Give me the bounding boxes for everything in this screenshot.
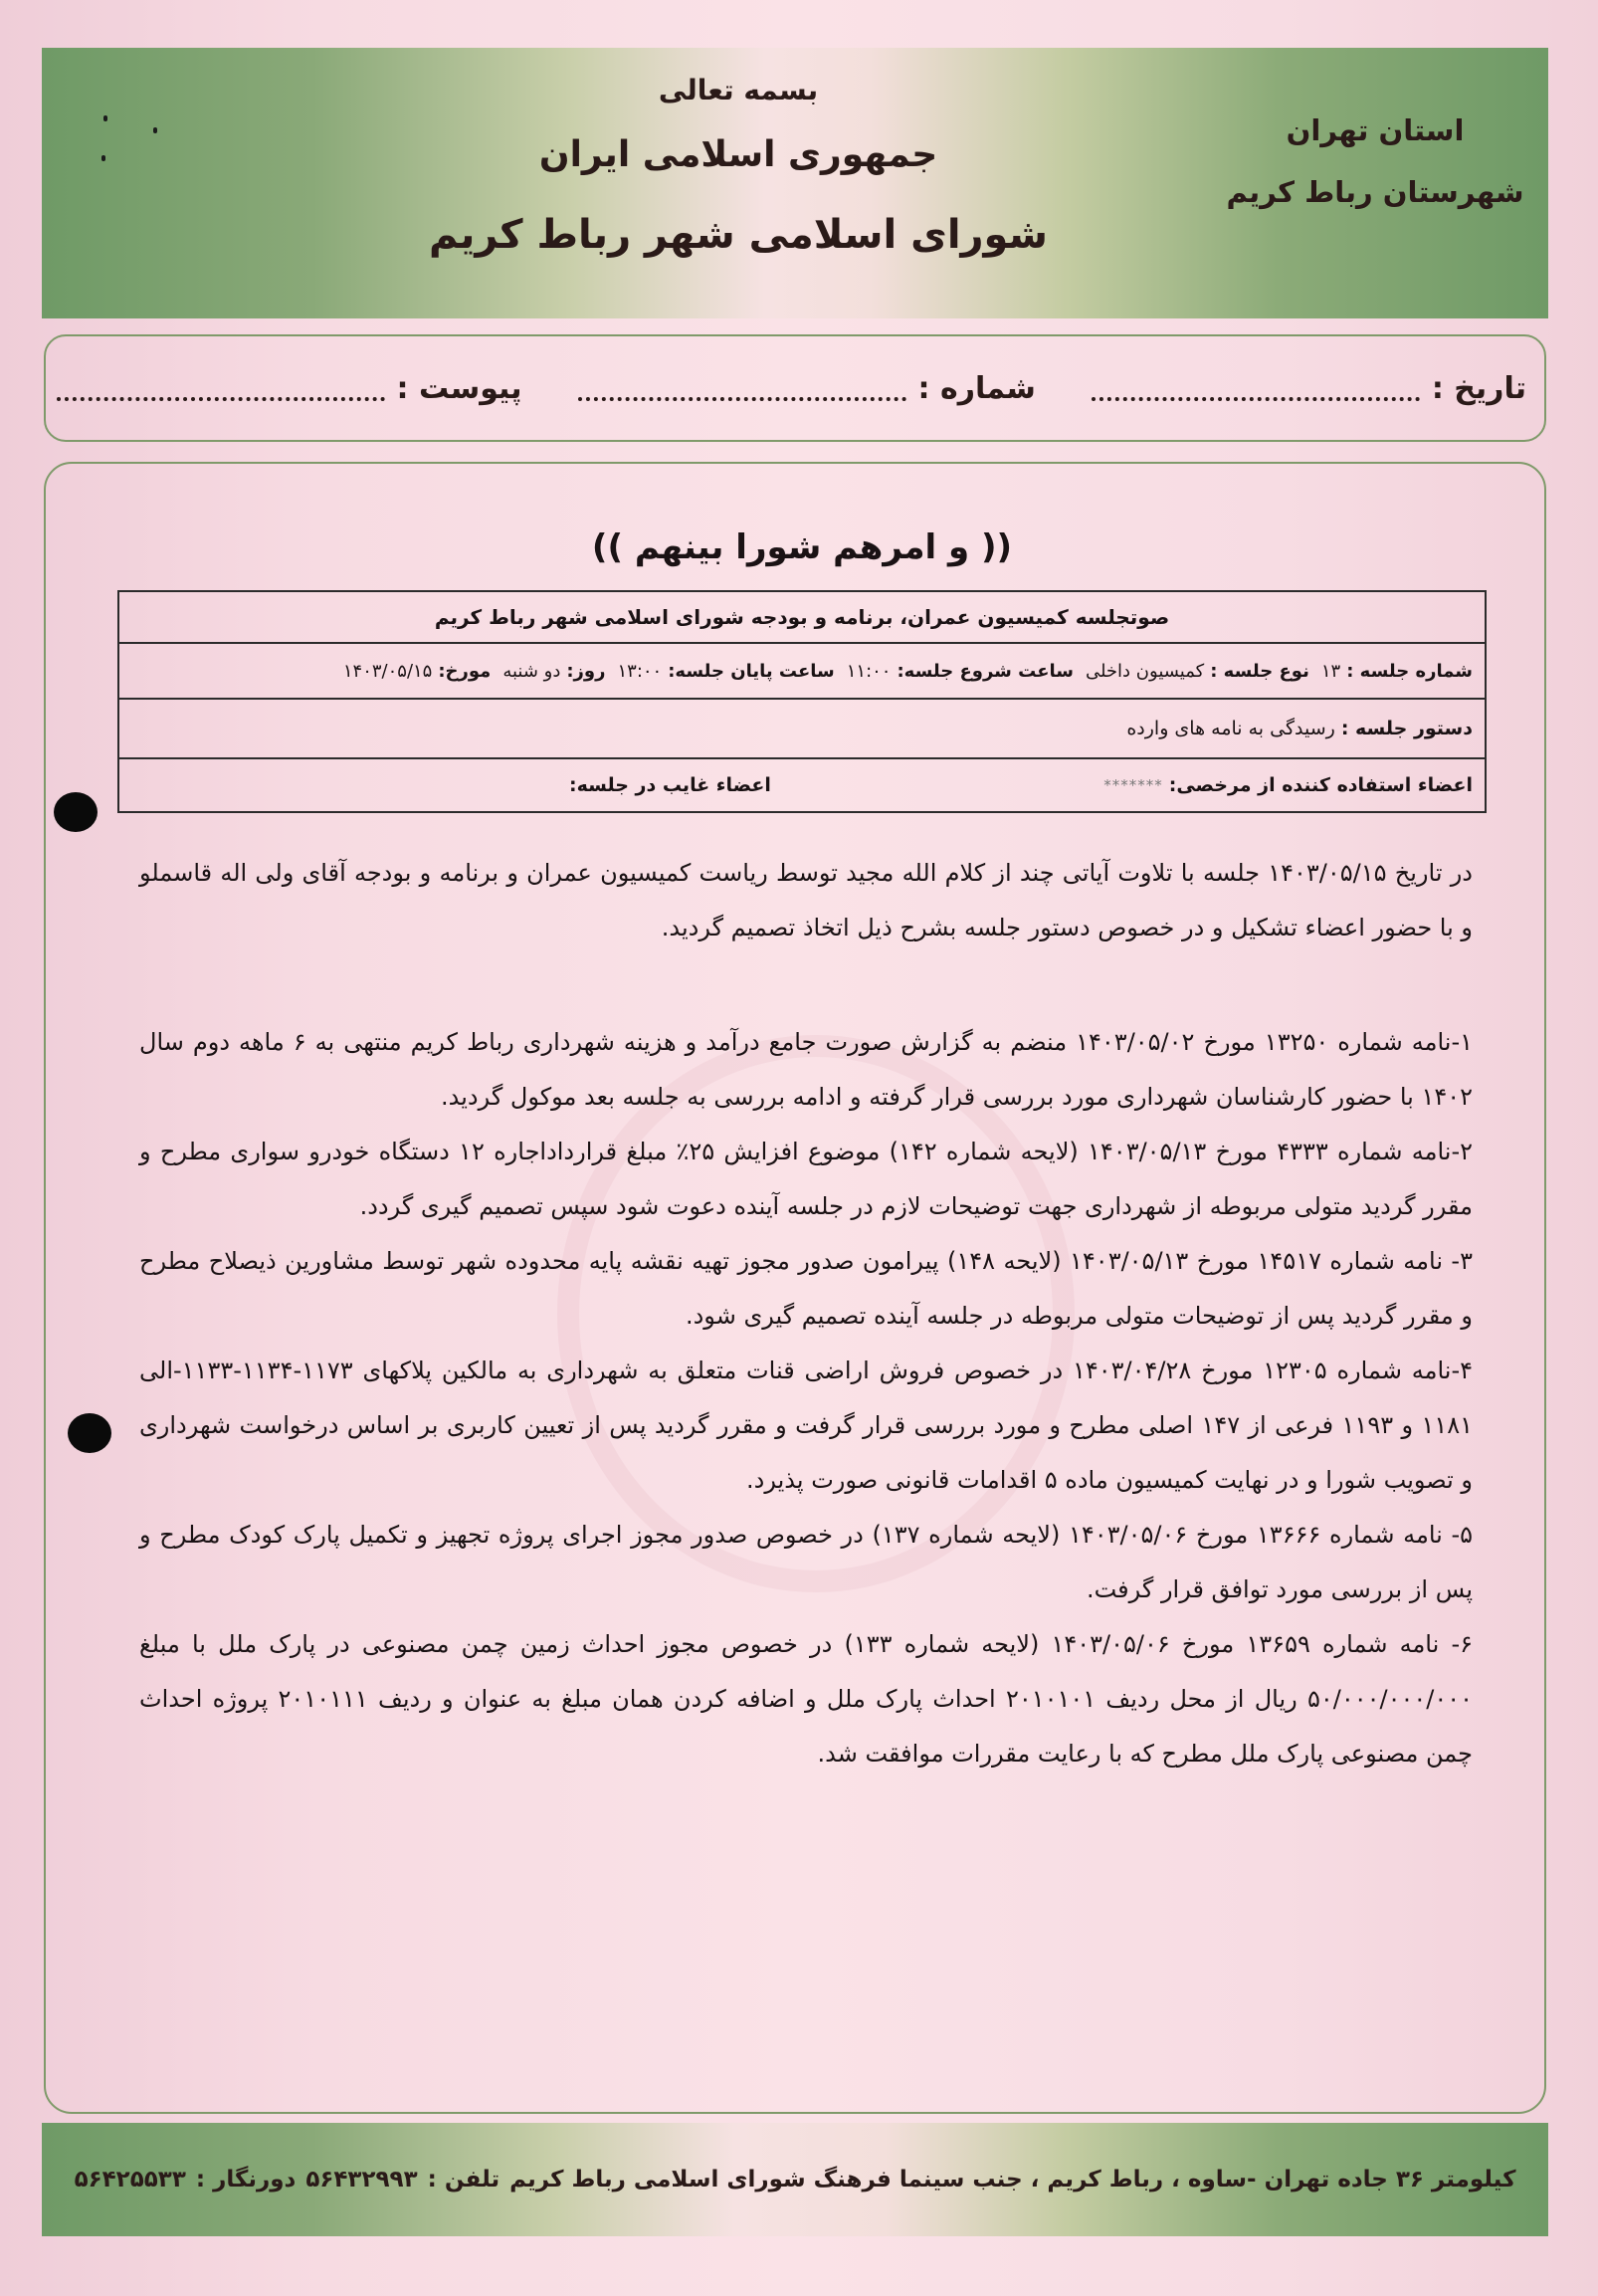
- province-block: [1226, 100, 1524, 223]
- agenda-label: دستور جلسه :: [1340, 718, 1473, 739]
- decision-list: [139, 1015, 1473, 1781]
- province-name: استان تهران: [1286, 113, 1465, 147]
- agenda-value: رسیدگی به نامه های وارده: [1126, 718, 1335, 739]
- punch-hole: [68, 1413, 111, 1453]
- number-field: [578, 371, 1036, 406]
- letterhead-band: [42, 48, 1548, 318]
- absent-members-label: اعضاء غایب در جلسه:: [569, 774, 771, 796]
- footer-address: کیلومتر ۳۶ جاده تهران -ساوه ، رباط کریم ، جنب سینما فرهنگ شورای اسلامی رباط کریم: [509, 2167, 1516, 2192]
- start-time-value: ۱۱:۰۰: [846, 660, 892, 682]
- number-label: شماره :: [917, 370, 1036, 406]
- phone-label: تلفن :: [427, 2167, 500, 2192]
- session-number-value: ۱۳: [1320, 660, 1341, 682]
- end-time-label: ساعت پایان جلسه:: [668, 660, 835, 682]
- end-time-value: ۱۳:۰۰: [617, 660, 663, 682]
- intro-paragraph: در تاریخ ۱۴۰۳/۰۵/۱۵ جلسه با تلاوت آیاتی چند از کلام الله مجید توسط ریاست کمیسیون عمران و برنامه و بودجه آقای ولی اله قاسملو و با حضور اعضاء تشکیل و در خصوص دستور جلسه بشرح ذیل اتخاذ تصمیم گردید.: [139, 859, 1473, 941]
- session-details-row: [119, 644, 1485, 700]
- number-blank: [578, 393, 906, 401]
- day-label: روز:: [566, 660, 606, 682]
- footer-band: [42, 2123, 1548, 2236]
- session-number-label: شماره جلسه :: [1346, 660, 1473, 682]
- decision-item-2: ۲-نامه شماره ۴۳۳۳ مورخ ۱۴۰۳/۰۵/۱۳ (لایحه شماره ۱۴۲) موضوع افزایش ۲۵٪ مبلغ قرارداداجاره ۱۲ دستگاه خودرو سواری مطرح و مقرر گردید متولی مربوطه از شهرداری جهت توضیحات لازم در جلسه آینده دعوت شود سپس تصمیم گیری گردد.: [139, 1138, 1474, 1220]
- attachment-field: [57, 371, 522, 406]
- decision-item-6: ۶- نامه شماره ۱۳۶۵۹ مورخ ۱۴۰۳/۰۵/۰۶ (لایحه شماره ۱۳۳) در خصوص مجوز احداث زمین چمن مصنوعی در پارک ملل با مبلغ ۵۰/۰۰۰/۰۰۰/۰۰۰ ریال از محل ردیف ۲۰۱۰۱۰۱ احداث پارک ملل و اضافه کردن همان مبلغ به عنوان و ردیف ۲۰۱۰۱۱۱ پروژه احداث چمن مصنوعی پارک ملل مطرح که با رعایت مقررات موافقت شد.: [139, 1630, 1474, 1768]
- bismillah-heading: بسمه تعالی: [658, 74, 819, 106]
- attachment-blank: [57, 393, 385, 401]
- attachment-label: پیوست :: [396, 370, 522, 406]
- council-heading: شورای اسلامی شهر رباط کریم: [429, 212, 1048, 258]
- scan-speck: [153, 127, 157, 133]
- decision-item-3: ۳- نامه شماره ۱۴۵۱۷ مورخ ۱۴۰۳/۰۵/۱۳ (لایحه ۱۴۸) پیرامون صدور مجوز تهیه نقشه پایه محدوده شهر توسط مشاورین ذیصلاح مطرح و مقرر گردید پس از توضیحات متولی مربوطه در جلسه آینده تصمیم گیری شود.: [139, 1247, 1473, 1330]
- session-date-label: مورخ:: [438, 660, 492, 682]
- decision-item-4: ۴-نامه شماره ۱۲۳۰۵ مورخ ۱۴۰۳/۰۴/۲۸ در خصوص فروش اراضی قنات متعلق به شهرداری به مالکین پلاکهای ۱۱۷۳-۱۱۳۴-۱۱۳۳-الی ۱۱۸۱ و ۱۱۹۳ فرعی از ۱۴۷ اصلی مطرح و مورد بررسی قرار گرفت و مقرر گردید پس از تعیین کاربری بر اساس درخواست شهرداری و تصویب شورا و در نهایت کمیسیون ماده ۵ اقدامات قانونی صورت پذیرد.: [139, 1357, 1474, 1494]
- punch-hole: [54, 792, 98, 832]
- phone-number: ۵۶۴۳۲۹۹۳: [305, 2167, 418, 2192]
- scan-speck: [101, 155, 105, 161]
- decision-item-1: ۱-نامه شماره ۱۳۲۵۰ مورخ ۱۴۰۳/۰۵/۰۲ منضم به گزارش صورت جامع درآمد و هزینه شهرداری رباط کریم منتهی به ۶ ماهه دوم سال ۱۴۰۲ با حضور کارشناسان شهرداری مورد بررسی قرار گرفته و ادامه بررسی به جلسه بعد موکول گردید.: [139, 1028, 1474, 1111]
- date-field: [1092, 371, 1526, 406]
- start-time-label: ساعت شروع جلسه:: [897, 660, 1074, 682]
- county-name: شهرستان رباط کریم: [1226, 175, 1524, 209]
- letter-meta-box: [44, 334, 1546, 442]
- session-type-value: کمیسیون داخلی: [1085, 660, 1205, 682]
- fax-number: ۵۶۴۲۵۵۳۳: [74, 2167, 186, 2192]
- republic-heading: جمهوری اسلامی ایران: [538, 134, 938, 175]
- day-value: دو شنبه: [502, 660, 561, 682]
- quran-motto: (( و امرهم شورا بینهم )): [591, 527, 1013, 567]
- decision-item-5: ۵- نامه شماره ۱۳۶۶۶ مورخ ۱۴۰۳/۰۵/۰۶ (لایحه شماره ۱۳۷) در خصوص صدور مجوز اجرای پروژه تجهیز و تکمیل پارک کودک مطرح و پس از بررسی مورد توافق قرار گرفت.: [139, 1521, 1474, 1603]
- members-row: [119, 759, 1485, 811]
- session-date-value: ۱۴۰۳/۰۵/۱۵: [342, 660, 433, 682]
- fax-label: دورنگار :: [195, 2167, 297, 2192]
- session-type-label: نوع جلسه :: [1210, 660, 1309, 682]
- session-info-table: [117, 590, 1487, 813]
- date-label: تاریخ :: [1431, 370, 1526, 406]
- leave-members-value: *******: [1103, 776, 1163, 794]
- letterhead-titles: [400, 66, 1077, 275]
- agenda-row: [119, 700, 1485, 759]
- scan-speck: [103, 115, 107, 121]
- leave-members-label: اعضاء استفاده کننده از مرخصی:: [1168, 774, 1473, 796]
- session-title: صوتجلسه کمیسیون عمران، برنامه و بودجه شورای اسلامی شهر رباط کریم: [119, 592, 1485, 644]
- date-blank: [1092, 393, 1420, 401]
